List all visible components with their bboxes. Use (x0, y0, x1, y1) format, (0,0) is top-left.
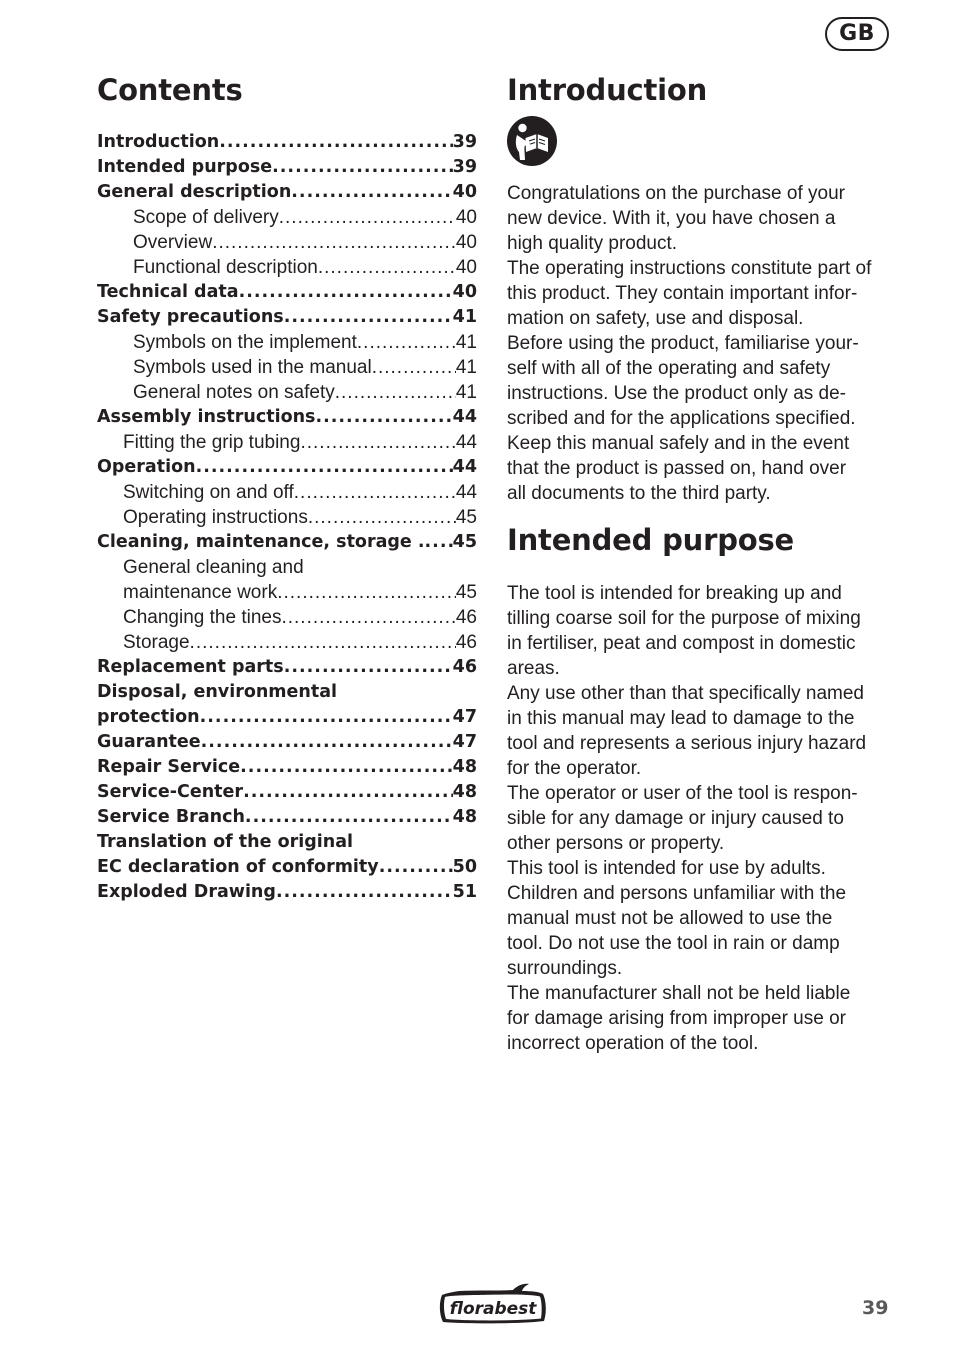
toc-dot-leader (318, 255, 456, 280)
toc-entry (97, 505, 477, 530)
toc-dot-leader (240, 755, 452, 780)
text-line: scribed and for the applications specified. (507, 408, 856, 429)
florabest-logo (437, 1282, 549, 1328)
toc-entry (97, 130, 477, 155)
text-line: for damage arising from improper use or (507, 1008, 846, 1029)
toc-entry-page: 51 (452, 882, 477, 902)
toc-entry-page: 40 (455, 257, 477, 278)
toc-entry (97, 605, 477, 630)
toc-entry-title: Cleaning, maintenance, storage . (97, 532, 425, 552)
intended-purpose-text (507, 581, 897, 1056)
toc-dot-leader (190, 630, 456, 655)
text-line: This tool is intended for use by adults. (507, 858, 826, 879)
toc-entry-page: 45 (452, 532, 477, 552)
toc-dot-leader (276, 880, 453, 905)
toc-entry (97, 730, 477, 755)
toc-entry-title: Switching on and off (123, 482, 294, 503)
toc-entry-title: General cleaning and (123, 557, 304, 578)
toc-entry-page: 46 (452, 657, 477, 677)
toc-entry (97, 155, 477, 180)
toc-entry-page: 44 (455, 482, 477, 503)
toc-entry-title: Guarantee (97, 732, 201, 752)
text-line: tool. Do not use the tool in rain or damp (507, 933, 840, 954)
toc-dot-leader (201, 730, 453, 755)
toc-entry-title: Technical data (97, 282, 239, 302)
toc-entry (97, 880, 477, 905)
toc-entry-page: 45 (455, 582, 477, 603)
text-line: Children and persons unfamiliar with the (507, 883, 847, 904)
toc-entry (97, 855, 477, 880)
toc-entry-title: Exploded Drawing (97, 882, 276, 902)
toc-entry (97, 355, 477, 380)
text-line: instructions. Use the product only as de- (507, 383, 847, 404)
page-number: 39 (862, 1297, 889, 1319)
toc-dot-leader (219, 130, 452, 155)
toc-entry (97, 805, 477, 830)
toc-entry-title: maintenance work (123, 582, 278, 603)
toc-entry-title: Introduction (97, 132, 220, 152)
toc-entry-page: 39 (452, 132, 477, 152)
toc-entry-page: 47 (452, 707, 477, 727)
text-line: in fertiliser, peat and compost in domestic (507, 633, 856, 654)
text-line: The operator or user of the tool is respon- (507, 783, 858, 804)
read-manual-icon (507, 116, 557, 166)
toc-entry-title: Changing the tines (123, 607, 282, 628)
text-line: tilling coarse soil for the purpose of mixing (507, 608, 861, 629)
toc-dot-leader (281, 605, 455, 630)
toc-dot-leader (335, 380, 456, 405)
toc-entry (97, 255, 477, 280)
toc-entry-page: 40 (455, 207, 477, 228)
toc-entry-title: Service-Center (97, 782, 244, 802)
toc-entry (97, 780, 477, 805)
toc-entry (97, 230, 477, 255)
toc-entry-title: Repair Service (97, 757, 241, 777)
toc-entry-title: protection (97, 707, 200, 727)
toc-dot-leader (357, 330, 456, 355)
toc-entry-page: 44 (452, 407, 477, 427)
toc-entry (97, 180, 477, 205)
toc-entry (97, 630, 477, 655)
text-line: Keep this manual safely and in the event (507, 433, 850, 454)
toc-dot-leader (379, 855, 453, 880)
toc-entry-title: Safety precautions (97, 307, 284, 327)
toc-entry-page: 48 (452, 807, 477, 827)
toc-dot-leader (284, 655, 453, 680)
toc-entry-page: 44 (455, 432, 477, 453)
toc-entry-title: Symbols on the implement (133, 332, 357, 353)
toc-entry-title: Symbols used in the manual (133, 357, 372, 378)
language-badge: GB (825, 17, 889, 51)
toc-entry-page: 50 (452, 857, 477, 877)
toc-dot-leader (315, 405, 452, 430)
toc-entry (97, 555, 477, 580)
toc-entry-title: Service Branch (97, 807, 245, 827)
toc-entry-page: 41 (452, 307, 477, 327)
toc-entry-title: Storage (123, 632, 190, 653)
toc-entry-title: Fitting the grip tubing (123, 432, 301, 453)
introduction-text (507, 181, 897, 506)
toc-entry-page: 46 (455, 632, 477, 653)
toc-entry-title: Translation of the original (97, 832, 354, 852)
toc-entry-page: 41 (455, 357, 477, 378)
text-line: that the product is passed on, hand over (507, 458, 847, 479)
text-line: manual must not be allowed to use the (507, 908, 833, 929)
toc-entry-page: 40 (452, 282, 477, 302)
toc-dot-leader (284, 305, 453, 330)
toc-dot-leader (291, 180, 452, 205)
toc-dot-leader (277, 580, 456, 605)
text-line: for the operator. (507, 758, 642, 779)
toc-entry-page: 41 (455, 382, 477, 403)
toc-entry-title: Replacement parts (97, 657, 284, 677)
toc-entry-page: 44 (452, 457, 477, 477)
toc-entry-title: Assembly instructions (97, 407, 316, 427)
toc-entry (97, 330, 477, 355)
toc-entry-title: General description (97, 182, 292, 202)
toc-dot-leader (212, 230, 456, 255)
toc-dot-leader (372, 355, 456, 380)
toc-entry-page: 39 (452, 157, 477, 177)
toc-entry-title: Functional description (133, 257, 318, 278)
text-line: The operating instructions constitute part of (507, 258, 872, 279)
toc-entry (97, 480, 477, 505)
toc-entry (97, 405, 477, 430)
contents-heading: Contents (97, 73, 243, 107)
toc-entry-title: Operating instructions (123, 507, 308, 528)
toc-dot-leader (245, 805, 453, 830)
toc-entry-page: 47 (452, 732, 477, 752)
toc-entry (97, 580, 477, 605)
toc-dot-leader (279, 205, 456, 230)
introduction-heading: Introduction (507, 73, 708, 107)
toc-entry (97, 755, 477, 780)
text-line: incorrect operation of the tool. (507, 1033, 759, 1054)
toc-entry (97, 705, 477, 730)
toc-entry-title: Disposal, environmental (97, 682, 338, 702)
toc-dot-leader (294, 480, 456, 505)
table-of-contents (97, 130, 477, 905)
toc-entry-page: 41 (455, 332, 477, 353)
text-line: high quality product. (507, 233, 678, 254)
toc-entry (97, 280, 477, 305)
text-line: tool and represents a serious injury hazard (507, 733, 867, 754)
text-line: other persons or property. (507, 833, 725, 854)
toc-entry (97, 205, 477, 230)
toc-entry-title: Scope of delivery (133, 207, 279, 228)
toc-entry (97, 305, 477, 330)
intended-purpose-heading: Intended purpose (507, 523, 795, 557)
text-line: new device. With it, you have chosen a (507, 208, 836, 229)
toc-dot-leader (196, 455, 453, 480)
text-line: all documents to the third party. (507, 483, 771, 504)
text-line: this product. They contain important infor- (507, 283, 858, 304)
toc-entry (97, 530, 477, 555)
toc-dot-leader (272, 155, 453, 180)
text-line: Congratulations on the purchase of your (507, 183, 845, 204)
toc-entry (97, 455, 477, 480)
svg-text:florabest: florabest (449, 1299, 537, 1319)
toc-dot-leader (239, 280, 453, 305)
toc-entry (97, 830, 477, 855)
toc-dot-leader (308, 505, 456, 530)
toc-entry-title: General notes on safety (133, 382, 335, 403)
text-line: sible for any damage or injury caused to (507, 808, 844, 829)
toc-dot-leader (200, 705, 453, 730)
toc-entry-page: 40 (452, 182, 477, 202)
text-line: self with all of the operating and safety (507, 358, 831, 379)
toc-dot-leader (300, 430, 455, 455)
toc-dot-leader (425, 530, 453, 555)
toc-entry-title: Operation (97, 457, 196, 477)
toc-entry-page: 48 (452, 757, 477, 777)
text-line: Before using the product, familiarise your- (507, 333, 859, 354)
text-line: Any use other than that specifically named (507, 683, 864, 704)
text-line: in this manual may lead to damage to the (507, 708, 855, 729)
text-line: surroundings. (507, 958, 623, 979)
text-line: The tool is intended for breaking up and (507, 583, 842, 604)
toc-entry-title: EC declaration of conformity (97, 857, 379, 877)
toc-entry-title: Overview (133, 232, 213, 253)
toc-dot-leader (243, 780, 453, 805)
toc-entry-page: 46 (455, 607, 477, 628)
toc-entry (97, 380, 477, 405)
toc-entry (97, 680, 477, 705)
toc-entry-title: Intended purpose (97, 157, 273, 177)
text-line: mation on safety, use and disposal. (507, 308, 804, 329)
toc-entry-page: 48 (452, 782, 477, 802)
text-line: areas. (507, 658, 560, 679)
toc-entry-page: 45 (455, 507, 477, 528)
toc-entry (97, 430, 477, 455)
text-line: The manufacturer shall not be held liable (507, 983, 851, 1004)
toc-entry (97, 655, 477, 680)
toc-entry-page: 40 (455, 232, 477, 253)
